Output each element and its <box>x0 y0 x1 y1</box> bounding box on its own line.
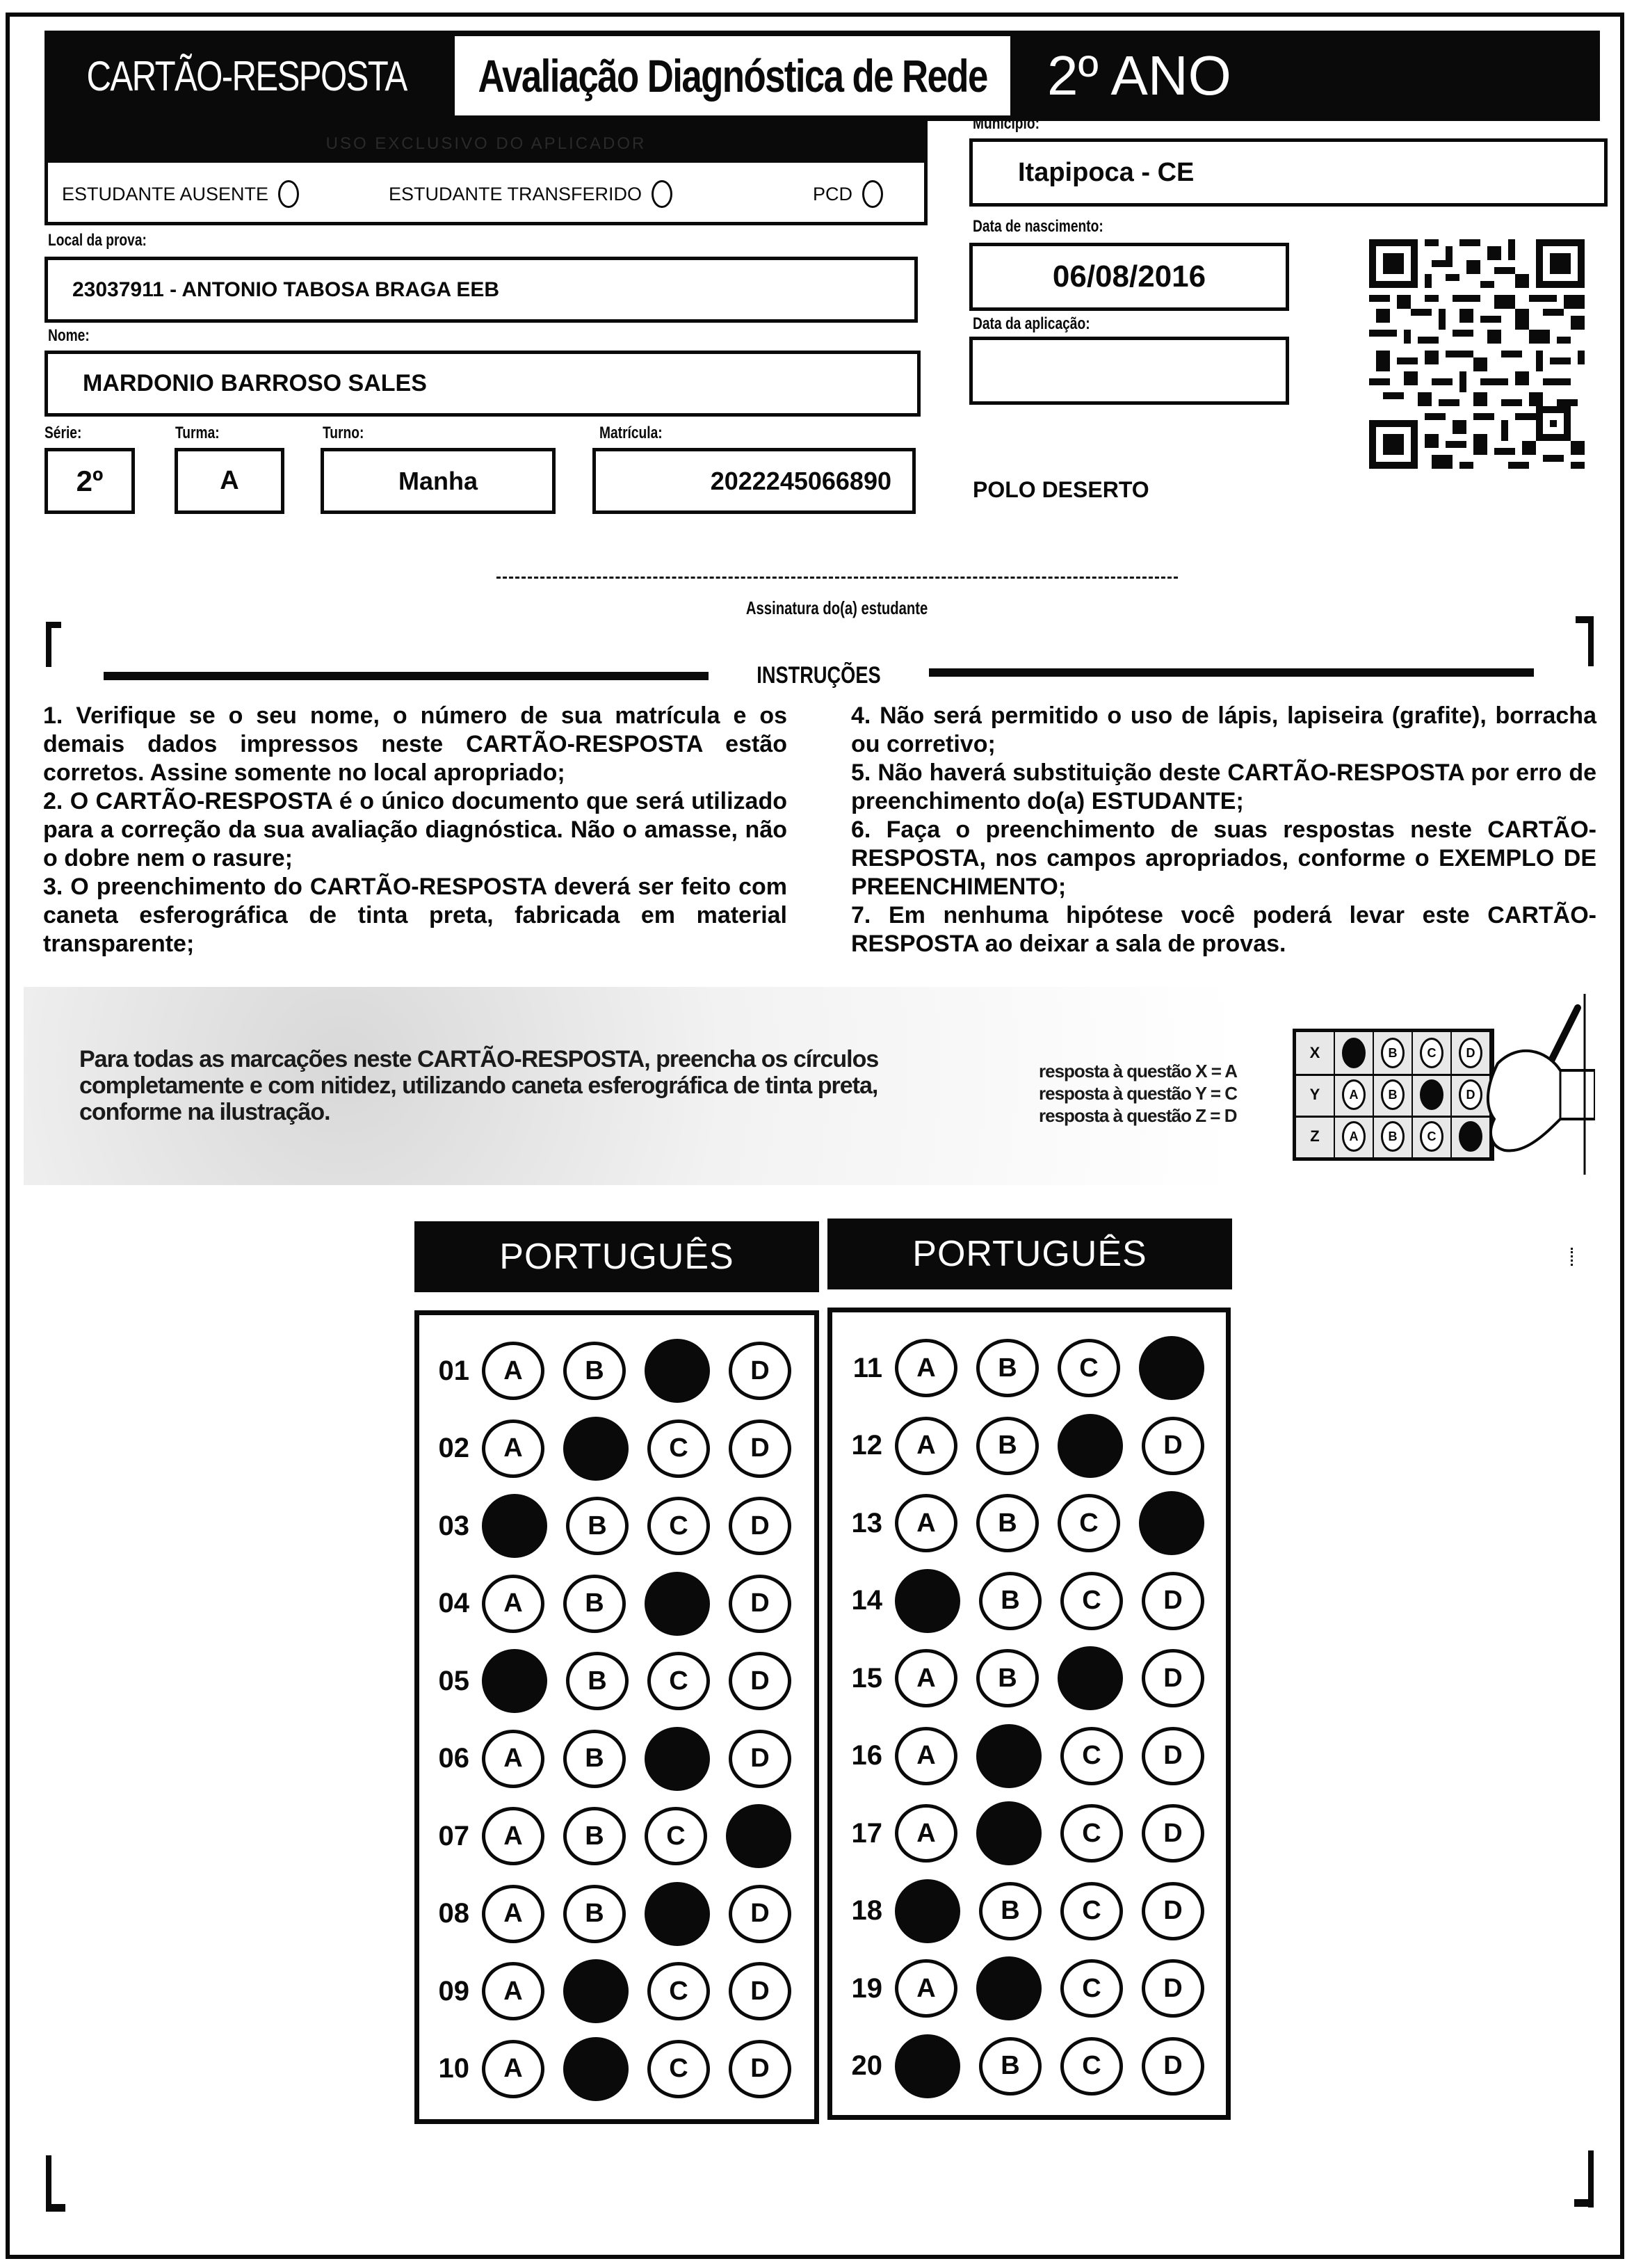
question-number: 10 <box>438 2053 469 2084</box>
exam-title: Avaliação Diagnóstica de Rede <box>478 50 987 102</box>
question-number: 18 <box>851 1895 882 1926</box>
answer-bubble[interactable]: D <box>729 1575 791 1633</box>
answer-bubble[interactable]: C <box>647 1419 710 1478</box>
answer-bubble[interactable]: D <box>729 1730 791 1788</box>
corner-mark-tl <box>46 622 51 667</box>
legend-y: resposta à questão Y = C <box>1039 1083 1238 1104</box>
answer-bubble[interactable]: B <box>563 1807 626 1865</box>
answer-bubble[interactable]: A <box>482 1342 544 1400</box>
question-row <box>832 1725 1204 1787</box>
answer-bubble-marked[interactable]: B <box>976 1956 1042 2020</box>
fill-example-text: Para todas as marcações neste CARTÃO-RESPOSTA, preencha os círculos completamente e com nitidez, utilizando caneta esferográfica de tinta preta, conforme na ilustração. <box>79 1046 879 1125</box>
answer-bubble[interactable]: C <box>645 1807 707 1865</box>
answer-bubble-marked[interactable]: C <box>1058 1414 1123 1478</box>
question-row <box>419 1805 791 1867</box>
answer-bubble[interactable]: A <box>895 1959 957 2018</box>
hand-with-pen-icon <box>1456 994 1595 1175</box>
municipio-value: Itapipoca - CE <box>1018 157 1195 187</box>
question-number: 17 <box>851 1817 882 1849</box>
answer-bubble[interactable]: D <box>1142 1727 1204 1785</box>
question-number: 16 <box>851 1740 882 1771</box>
polo-label: POLO DESERTO <box>973 477 1149 502</box>
answer-bubble-marked[interactable]: D <box>1139 1491 1204 1555</box>
subject-header-1: PORTUGUÊS <box>414 1221 819 1292</box>
answer-bubble[interactable]: B <box>979 1572 1042 1630</box>
question-number: 05 <box>438 1665 469 1696</box>
instructions-left <box>43 702 787 958</box>
legend-x: resposta à questão X = A <box>1039 1061 1237 1081</box>
answer-bubble[interactable]: D <box>729 2040 791 2098</box>
answer-card <box>6 13 1624 2259</box>
question-row <box>419 1883 791 1945</box>
answer-bubble[interactable]: C <box>1060 1882 1123 1940</box>
answer-bubble[interactable]: C <box>1058 1339 1120 1397</box>
grade-label: 2º ANO <box>1047 45 1231 106</box>
answer-bubble-marked[interactable]: A <box>482 1649 547 1713</box>
answer-bubble[interactable]: A <box>482 1575 544 1633</box>
example-bubble: B <box>1381 1038 1405 1068</box>
matricula-value: 2022245066890 <box>710 466 891 495</box>
example-bubble-filled: A <box>1342 1038 1366 1068</box>
answer-bubble[interactable]: A <box>482 1730 544 1788</box>
answer-bubble-marked[interactable]: A <box>895 1879 960 1943</box>
question-row <box>419 1728 791 1790</box>
option-absent-label: ESTUDANTE AUSENTE <box>62 183 269 204</box>
question-number: 14 <box>851 1585 882 1616</box>
answer-bubble[interactable]: D <box>1142 1649 1204 1707</box>
turno-value: Manha <box>398 466 478 495</box>
question-number: 12 <box>851 1430 882 1461</box>
answer-bubble[interactable]: D <box>1142 1417 1204 1475</box>
local-label: Local da prova: <box>48 231 147 250</box>
answer-bubble[interactable]: A <box>482 1885 544 1943</box>
aplicacao-field[interactable] <box>969 337 1289 405</box>
answer-bubble[interactable]: A <box>895 1804 957 1863</box>
exam-title-block <box>449 31 1016 121</box>
answer-bubble[interactable]: D <box>729 1342 791 1400</box>
example-bubble: D <box>1459 1079 1482 1110</box>
answer-bubble[interactable]: B <box>976 1649 1039 1707</box>
answer-bubble[interactable]: D <box>1142 2037 1204 2096</box>
answer-bubble[interactable]: B <box>976 1494 1039 1552</box>
example-bubble: B <box>1381 1121 1405 1152</box>
answer-bubble[interactable]: A <box>895 1727 957 1785</box>
answer-bubble[interactable]: B <box>563 1885 626 1943</box>
answer-bubble[interactable]: B <box>563 1730 626 1788</box>
answer-bubble[interactable]: B <box>979 2037 1042 2096</box>
question-row <box>419 2038 791 2100</box>
answer-bubble[interactable]: D <box>1142 1804 1204 1863</box>
fill-example-legend <box>1039 1060 1237 1127</box>
answer-bubble-marked[interactable]: D <box>726 1804 791 1868</box>
matricula-field <box>592 448 916 514</box>
answer-panel-1 <box>414 1310 819 2124</box>
serie-field <box>45 448 135 514</box>
municipio-label: Município: <box>973 114 1040 133</box>
local-value: 23037911 - ANTONIO TABOSA BRAGA EEB <box>72 278 500 301</box>
answer-bubble-marked[interactable]: B <box>976 1724 1042 1788</box>
example-bubble: C <box>1420 1038 1443 1068</box>
card-title-block <box>45 31 449 121</box>
answer-bubble[interactable]: B <box>563 1575 626 1633</box>
instructions-rule-right <box>929 668 1534 677</box>
instruction-6: 6. Faça o preenchimento de suas respostas neste CARTÃO-RESPOSTA, nos campos apropriados, conforme o EXEMPLO DE PREENCHIMENTO; <box>851 817 1596 900</box>
absent-radio[interactable] <box>278 180 299 208</box>
question-number: 20 <box>851 2050 882 2081</box>
example-bubble: D <box>1459 1038 1482 1068</box>
qr-code-icon <box>1369 239 1585 469</box>
instruction-3: 3. O preenchimento do CARTÃO-RESPOSTA deverá ser feito com caneta esferográfica de tinta preta, fabricada em material transparente; <box>43 874 787 957</box>
answer-bubble[interactable]: C <box>647 1497 710 1555</box>
instructions-right <box>851 702 1596 958</box>
example-bubble: A <box>1342 1121 1366 1152</box>
serie-value: 2º <box>76 464 104 497</box>
answer-bubble-marked[interactable]: C <box>645 1882 710 1946</box>
question-number: 06 <box>438 1743 469 1774</box>
nascimento-value: 06/08/2016 <box>1052 259 1206 293</box>
answer-bubble[interactable]: A <box>895 1649 957 1707</box>
question-row <box>419 1495 791 1557</box>
question-number: 15 <box>851 1662 882 1694</box>
corner-mark-br-h <box>1574 2199 1594 2207</box>
question-row <box>419 1417 791 1480</box>
question-row <box>832 1957 1204 2020</box>
answer-bubble-marked[interactable]: B <box>563 1959 629 2023</box>
answer-bubble[interactable]: B <box>976 1417 1039 1475</box>
applicator-bar: USO EXCLUSIVO DO APLICADOR <box>48 124 924 163</box>
question-row <box>832 1570 1204 1632</box>
nome-value: MARDONIO BARROSO SALES <box>83 370 427 396</box>
turma-label: Turma: <box>175 424 220 442</box>
nome-field <box>45 351 921 417</box>
answer-bubble-marked[interactable]: B <box>563 1417 629 1481</box>
answer-bubble[interactable]: D <box>1142 1959 1204 2018</box>
answer-bubble[interactable]: C <box>1060 1959 1123 2018</box>
question-row <box>832 1337 1204 1399</box>
question-number: 02 <box>438 1433 469 1463</box>
answer-bubble-marked[interactable]: D <box>1139 1336 1204 1400</box>
subject-header-2: PORTUGUÊS <box>827 1219 1232 1289</box>
example-row-label: X <box>1296 1032 1335 1074</box>
answer-bubble-marked[interactable]: C <box>645 1572 710 1636</box>
answer-bubble[interactable]: A <box>482 1807 544 1865</box>
question-row <box>832 1492 1204 1554</box>
answer-bubble[interactable]: C <box>647 1962 710 2020</box>
answer-bubble[interactable]: C <box>1060 1804 1123 1863</box>
turma-value: A <box>220 466 239 495</box>
answer-bubble[interactable]: B <box>563 1342 626 1400</box>
question-row <box>419 1573 791 1635</box>
option-pcd-label: PCD <box>813 183 853 204</box>
question-number: 01 <box>438 1355 469 1386</box>
answer-bubble-marked[interactable]: C <box>645 1339 710 1403</box>
instruction-5: 5. Não haverá substituição deste CARTÃO-RESPOSTA por erro de preenchimento do(a) ESTUDANTE; <box>851 759 1596 814</box>
question-number: 08 <box>438 1898 469 1929</box>
answer-bubble[interactable]: C <box>1058 1494 1120 1552</box>
answer-bubble[interactable]: D <box>729 1497 791 1555</box>
answer-bubble[interactable]: B <box>566 1652 629 1710</box>
pcd-radio[interactable] <box>862 180 883 208</box>
example-bubble: A <box>1342 1079 1366 1110</box>
answer-bubble[interactable]: A <box>895 1494 957 1552</box>
answer-bubble-marked[interactable]: C <box>645 1727 710 1791</box>
question-number: 13 <box>851 1507 882 1538</box>
question-number: 09 <box>438 1975 469 2006</box>
answer-bubble-marked[interactable]: B <box>976 1801 1042 1865</box>
transferred-radio[interactable] <box>652 180 672 208</box>
serie-label: Série: <box>45 424 82 442</box>
question-number: 03 <box>438 1510 469 1541</box>
instructions-rule-left <box>104 672 709 680</box>
corner-mark-tr <box>1588 616 1594 666</box>
example-bubble-filled: C <box>1420 1079 1443 1110</box>
answer-bubble-marked[interactable]: A <box>895 2034 960 2098</box>
answer-panel-2 <box>827 1308 1231 2120</box>
example-bubble: C <box>1420 1121 1443 1152</box>
question-number: 07 <box>438 1820 469 1851</box>
answer-bubble-marked[interactable]: A <box>482 1494 547 1558</box>
answer-bubble[interactable]: A <box>482 1962 544 2020</box>
nascimento-field <box>969 243 1289 311</box>
question-row <box>419 1650 791 1712</box>
answer-bubble[interactable]: A <box>895 1417 957 1475</box>
option-pcd[interactable] <box>813 180 883 208</box>
question-row <box>832 1415 1204 1477</box>
nome-label: Nome: <box>48 326 90 345</box>
question-row <box>832 2035 1204 2098</box>
answer-bubble[interactable]: C <box>1060 1572 1123 1630</box>
answer-bubble[interactable]: D <box>729 1962 791 2020</box>
answer-bubble[interactable]: B <box>976 1339 1039 1397</box>
answer-bubble[interactable]: A <box>482 2040 544 2098</box>
option-absent[interactable] <box>62 180 299 208</box>
answer-bubble[interactable]: C <box>647 1652 710 1710</box>
answer-bubble-marked[interactable]: A <box>895 1569 960 1633</box>
applicator-options <box>48 166 924 222</box>
corner-mark-tr-h <box>1576 616 1594 623</box>
question-row <box>832 1802 1204 1865</box>
turno-label: Turno: <box>323 424 364 442</box>
instruction-1: 1. Verifique se o seu nome, o número de sua matrícula e os demais dados impressos neste CARTÃO-RESPOSTA estão corretos. Assine somente no local apropriado; <box>43 702 787 786</box>
question-number: 04 <box>438 1588 469 1618</box>
question-number: 19 <box>851 1972 882 2004</box>
example-bubble: B <box>1381 1079 1405 1110</box>
answer-bubble[interactable]: B <box>979 1882 1042 1940</box>
answer-bubble[interactable]: C <box>647 2040 710 2098</box>
answer-bubble[interactable]: D <box>729 1652 791 1710</box>
instruction-4: 4. Não será permitido o uso de lápis, lapiseira (grafite), borracha ou corretivo; <box>851 702 1596 757</box>
municipio-field <box>969 138 1608 207</box>
card-title: CARTÃO-RESPOSTA <box>86 52 407 99</box>
answer-bubble[interactable]: B <box>566 1497 629 1555</box>
answer-bubble[interactable]: D <box>1142 1882 1204 1940</box>
applicator-box <box>45 121 928 225</box>
instruction-2: 2. O CARTÃO-RESPOSTA é o único documento que será utilizado para a correção da sua avaliação diagnóstica. Não o amasse, não o dobre nem o rasure; <box>43 788 787 871</box>
answer-bubble[interactable]: A <box>895 1339 957 1397</box>
instruction-7: 7. Em nenhuma hipótese você poderá levar este CARTÃO-RESPOSTA ao deixar a sala de provas. <box>851 902 1596 957</box>
question-row <box>832 1880 1204 1943</box>
question-row <box>832 1647 1204 1710</box>
signature-line[interactable] <box>496 577 1178 579</box>
answer-bubble[interactable]: C <box>1060 2037 1123 2096</box>
corner-mark-tl-h <box>46 622 61 628</box>
question-number: 11 <box>852 1352 882 1383</box>
answer-bubble[interactable]: D <box>1142 1572 1204 1630</box>
turno-field <box>321 448 556 514</box>
nascimento-label: Data de nascimento: <box>973 217 1103 236</box>
question-row <box>419 1960 791 2022</box>
aplicacao-label: Data da aplicação: <box>973 314 1090 333</box>
timing-mark <box>1571 1248 1575 1266</box>
answer-bubble-marked[interactable]: B <box>563 2037 629 2101</box>
answer-bubble[interactable]: A <box>482 1419 544 1478</box>
example-row-label: Y <box>1296 1074 1335 1116</box>
answer-bubble[interactable]: C <box>1060 1727 1123 1785</box>
matricula-label: Matrícula: <box>599 424 663 442</box>
answer-bubble[interactable]: D <box>729 1885 791 1943</box>
example-bubble-filled: D <box>1459 1121 1482 1152</box>
question-row <box>419 1340 791 1402</box>
signature-label: Assinatura do(a) estudante <box>746 597 928 618</box>
answer-bubble[interactable]: D <box>729 1419 791 1478</box>
instructions-title: INSTRUÇÕES <box>757 662 881 689</box>
answer-bubble-marked[interactable]: C <box>1058 1646 1123 1710</box>
grade-block <box>1016 31 1600 121</box>
turma-field <box>175 448 284 514</box>
local-field <box>45 257 918 323</box>
option-transferred-label: ESTUDANTE TRANSFERIDO <box>389 183 642 204</box>
legend-z: resposta à questão Z = D <box>1039 1105 1237 1126</box>
example-row-label: Z <box>1296 1116 1335 1157</box>
option-transferred[interactable] <box>389 180 672 208</box>
corner-mark-bl-h <box>46 2204 65 2212</box>
corner-mark-bl <box>46 2155 51 2211</box>
